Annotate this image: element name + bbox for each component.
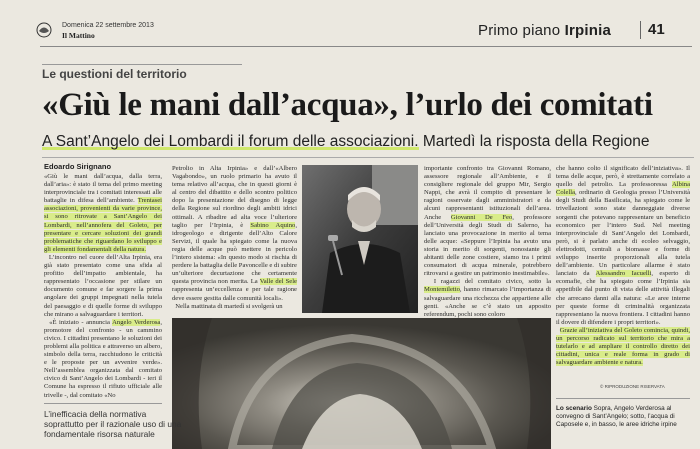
photo-caption	[556, 405, 690, 429]
newspaper-name: Il Mattino	[62, 31, 95, 40]
pull-lede: L’inefficacia della normativa soprattutto per il razionale uso di una fondamentale risorsa naturale	[44, 409, 182, 439]
section-main: Primo piano	[478, 22, 561, 39]
article-column-4: che hanno colto il significato dell’iniziativa». Il tema delle acque, però, è strettamente correlato a quello del petrolio. La professoressa Albina Colella, ordinario di Geologia presso l’Università degli Studi della Basilicata, ha spiegato come le trivellazioni sono state danneggiate diverse sorgenti che potevano rappresentare un beneficio economico per l’intero Sud. Nel meeting interprovinciale di Sant’Angelo dei Lombardi, però, si è parlato anche di ecoleo selvaggio, elettrodotti, centrali a biomasse e forme di sviluppo inserite proporzionali alla tutela dell’ambiente. Un particolare allarme è stato lanciato da Alessandro Iacuelli, esperto di ecomafie, che ha spiegato come l’Irpinia sia appetibile dal punto di vista delle attività illegali che arrecano danni alla natura: «Le aree interne per queste forme di criminalità organizzata rappresentano la nuova frontiera. I cittadini hanno il dovere di difendere i propri territori». Grazie all’iniziativa del Goleto comincia, quindi, un percorso radicato sul territorio che mira a tutelarlo e ad ampliare il controllo diretto dei cittadini, unica e reale forma in grado di salvaguardare ambiente e natura.	[556, 165, 690, 367]
subheadline	[42, 133, 649, 151]
section-title	[478, 22, 611, 39]
article-column-2: Petrolio in Alta Irpinia» e dall’«Albero Vagabondo», un ruolo primario ha avuto il tema relativo all’acqua, che in questi giorni è al centro del dibattito e dello scontro politico dopo la presentazione del disegno di legge della Regione sul riordino degli ambiti idrici ottimali. A ribadire ad alta voce l’ulteriore taglio per l’Irpinia, è Sabino Aquino, idrogeologo e dirigente dell’Alto Calore Servizi, il quale ha spiegato come la nuova regia delle acque può mettere in pericolo l’intero sistema: «In questo modo si rischia di perdere la battaglia delle Pavoncelle e di subire un’ulteriore decurtazione che certamente questa provincia non merita. La Valle del Sele rappresenta un’eccellenza e per tale ragione deve essere gestita dalle comunità locali». Nella mattinata di martedì si svolgerà un	[172, 165, 297, 310]
header-rule	[40, 46, 692, 47]
subhead-rule	[42, 157, 694, 158]
caption-label: Lo scenario	[556, 405, 592, 412]
kicker-rule	[42, 64, 242, 65]
photo-water-tunnel	[172, 318, 551, 449]
byline: Edoardo Sirignano	[44, 162, 112, 171]
issue-date: Domenica 22 settembre 2013	[62, 22, 154, 29]
headline: «Giù le mani dall’acqua», l’urlo dei comitati	[42, 87, 653, 123]
lede-rule	[44, 403, 162, 404]
header-divider	[640, 21, 641, 39]
subhead-rest: Martedì la risposta della Regione	[418, 133, 650, 150]
photo-speaker	[302, 165, 418, 313]
subhead-highlight: A Sant’Angelo dei Lombardi il forum delle associazioni.	[42, 133, 419, 150]
article-column-1: «Giù le mani dall’acqua, dalla terra, dall’aria»: è stato il tema del primo meeting interprovinciale tra i comitati interessati alle battaglie in difesa dell’ambiente. Trentasei associazioni, provenienti da varie province, si sono ritrovate a Sant’Angelo dei Lombardi, nell’annofera del Goleto, per presentare e cercare soluzioni dei grandi problematiche che riguardano lo sviluppo e gli elementi fondamentali della natura. L’incontro nel cuore dell’Alta Irpinia, era già stato presentato come una sfida al profitto dell’impatto ambientale, ha rappresentato l’occasione per stilare un documento comune e far sorgere la prima angolare dei gruppi impegnati nella tutela del paesaggio e di quelle forme di sviluppo che mirano a salvaguardare i territori. «È iniziato - annuncia Angelo Verderosa, promotore del confronto - un cammino civico. I cittadini presentano le soluzioni dei problemi alla politica e attraverso un albero, simbolo della terra, racchiudono le criticità e le proposte per un avvenire verde». Nell’assemblea organizzata dal comitato civico di Sant’Angelo dei Lombardi - ieri il Comune ha espresso il rifiuto ufficiale alle trivelle -, dal comitato «No	[44, 173, 163, 399]
mattino-logo-icon	[36, 22, 52, 38]
caption-text: Sopra, Angelo Verderosa al convegno di Sant’Angelo; sotto, l’acqua di Caposele e, in basso, le aree idriche irpine	[556, 405, 677, 428]
water-tunnel-photo-icon	[172, 318, 551, 449]
article-column-3: importante confronto tra Giovanni Romano, assessore regionale all’Ambiente, e il consigliere regionale del gruppo Mir, Sergio Nappi, che avrà il compito di presentare le ragioni osservate dagli amministratori e da alcuni rappresentanti istituzionali dell’area. Anche Giovanni De Feo, professore dell’Università degli Studi di Salerno, ha lanciato una provocazione in merito al tema delle acque: «Seppure l’Irpinia ha avuto una storia in merito di sorgenti, nonostante gli abitanti delle zone costiere, siamo tra i primi consumatori di acqua minerale, potrebbero ritrovarsi a gestire un patrimonio inestimabile». I ragazzi del comitato civico, sotto la Montemiletto, hanno rimarcato l’importanza di salvaguardare una ricchezza che appartiene alle genti. «Anche se c’è stato un apposito referendum, pochi sono coloro	[424, 165, 552, 318]
copyright-notice: © RIPRODUZIONE RISERVATA	[600, 384, 665, 389]
section-region: Irpinia	[564, 22, 612, 39]
column-end-rule	[556, 398, 690, 399]
kicker: Le questioni del territorio	[42, 67, 187, 81]
page-number: 41	[648, 21, 665, 38]
speaker-photo-icon	[302, 165, 418, 313]
